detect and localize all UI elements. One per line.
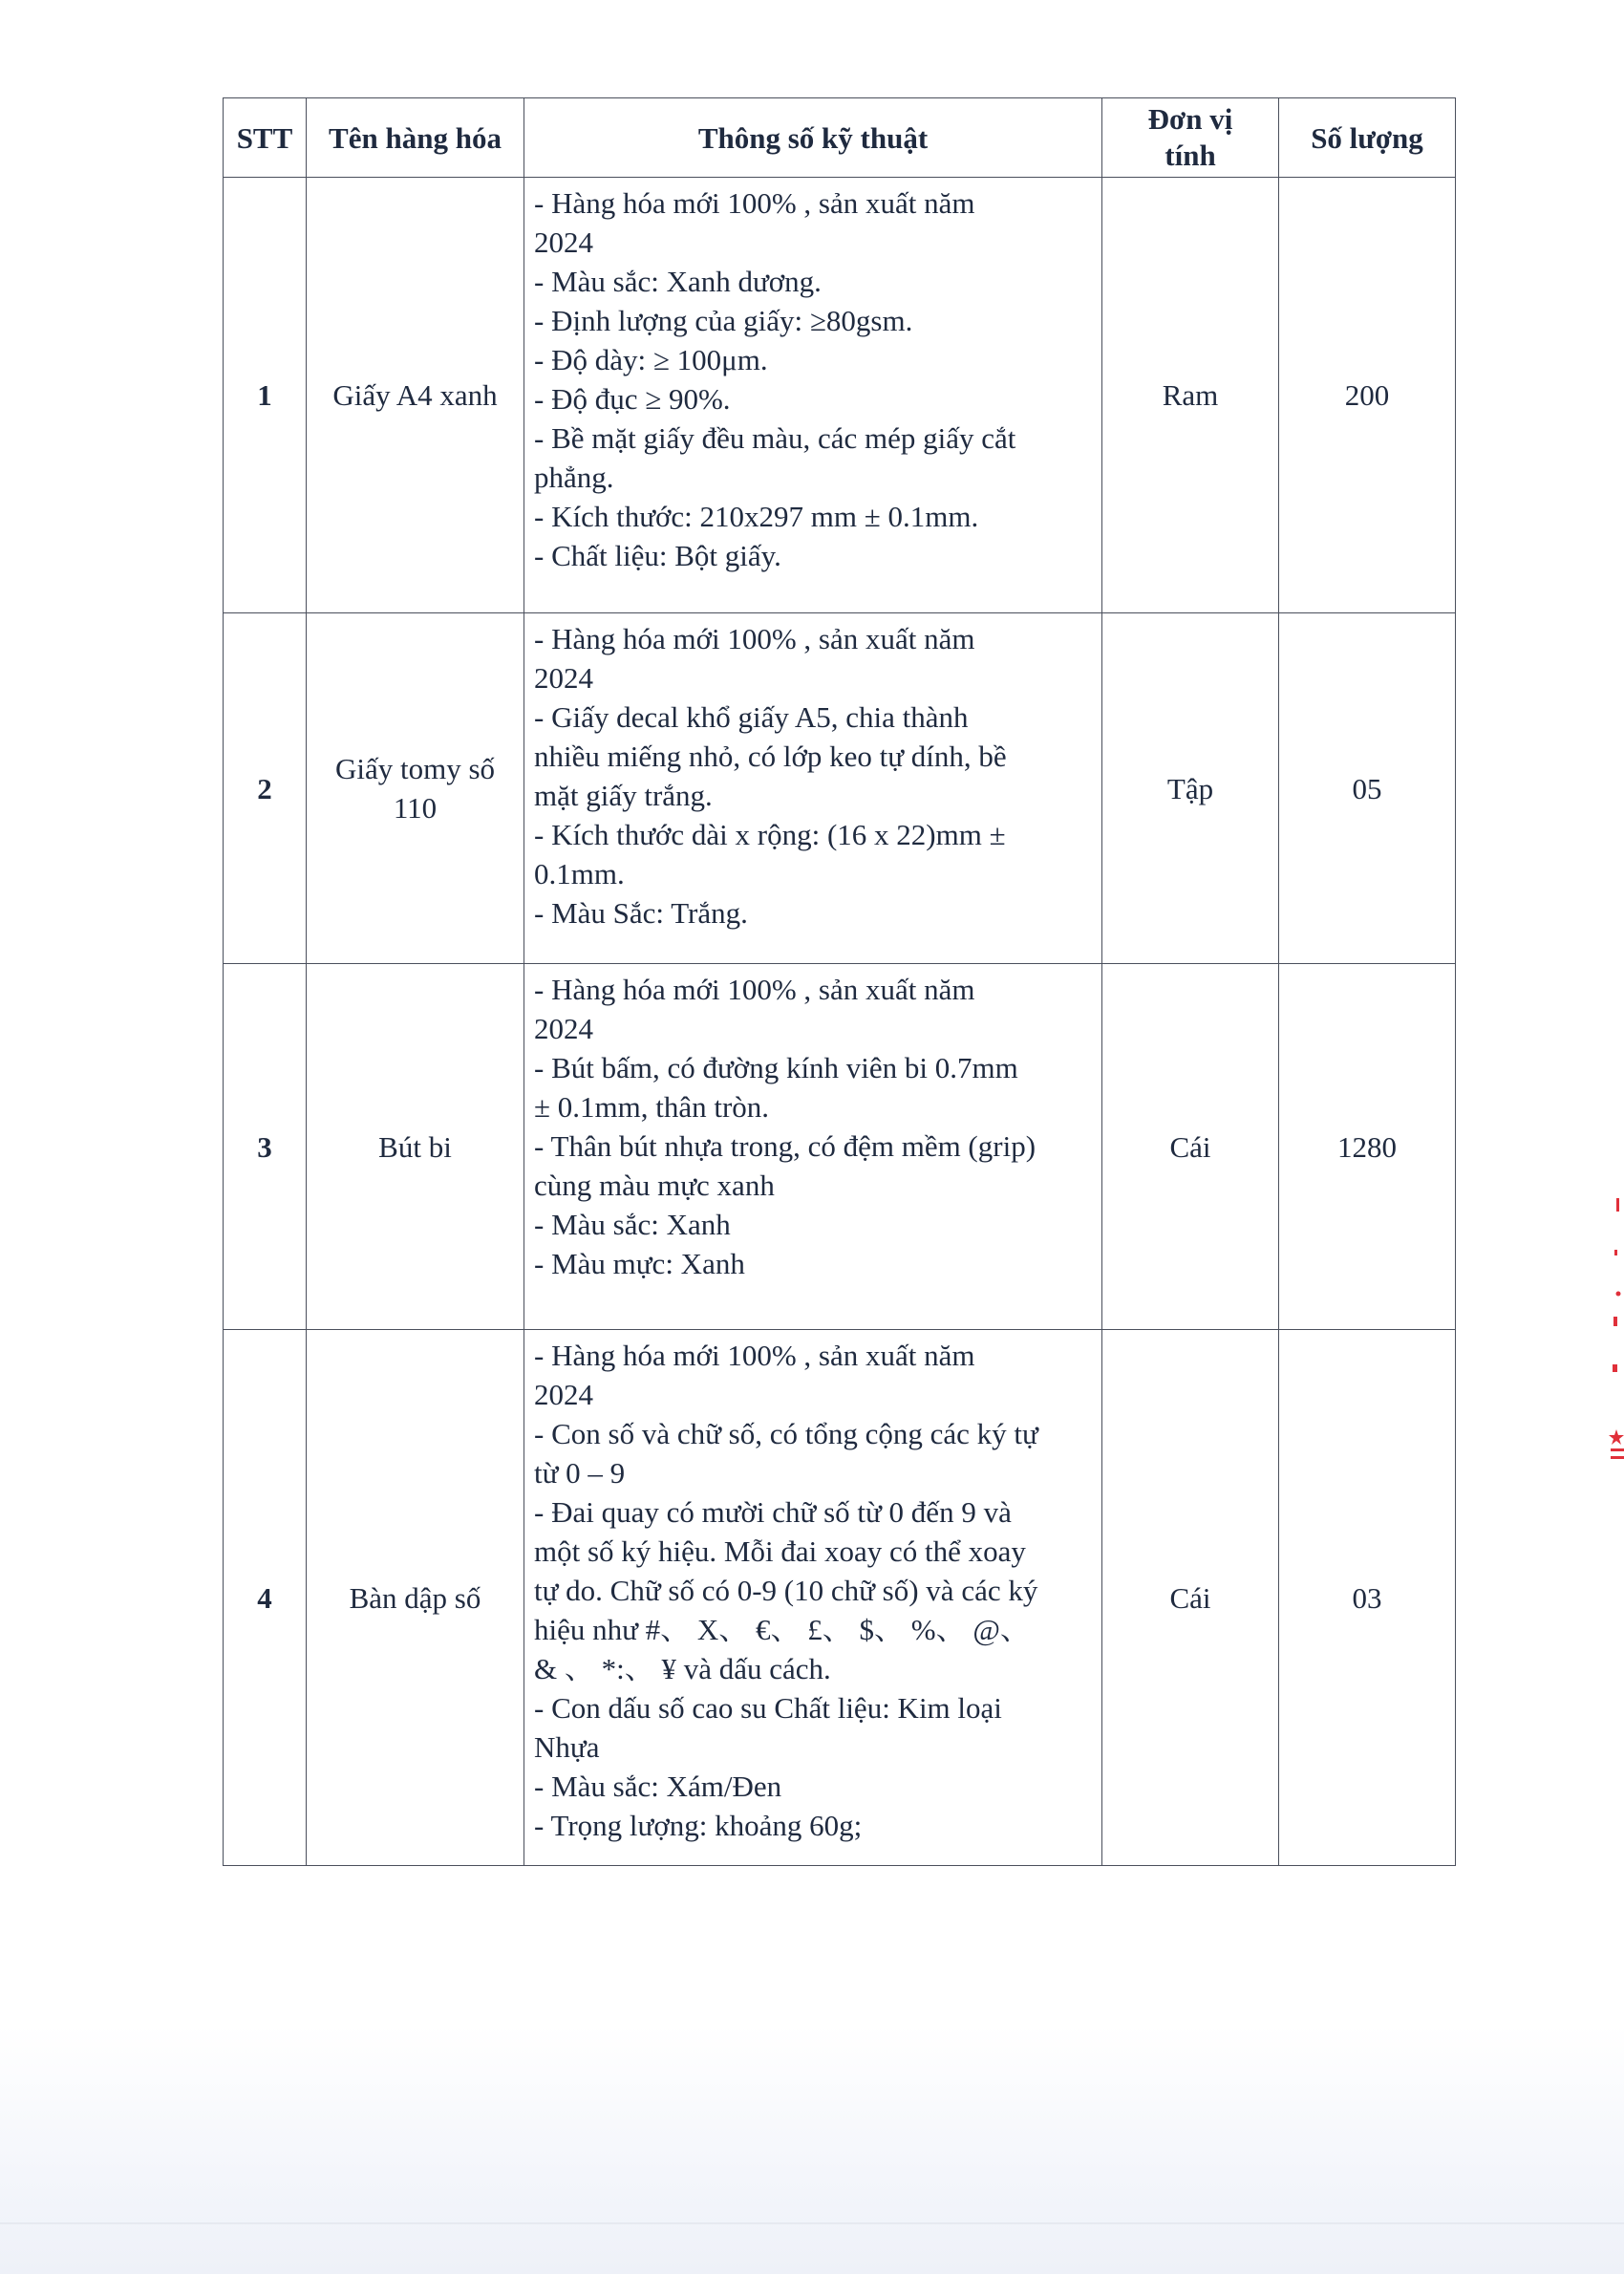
- item-name-line-1: Giấy tomy số: [334, 752, 496, 785]
- spec-line: 2024: [534, 225, 593, 259]
- spec-line: - Màu Sắc: Trắng.: [534, 896, 748, 930]
- table-row: [224, 1330, 1456, 1866]
- spec-line: - Hàng hóa mới 100% , sản xuất năm: [534, 973, 975, 1006]
- row-spec: [524, 964, 1102, 1330]
- table-row: [224, 613, 1456, 964]
- spec-line: 2024: [534, 1012, 593, 1045]
- row-unit: Ram: [1102, 178, 1279, 613]
- spec-line: & 、 *:、 ¥ và dấu cách.: [534, 1652, 831, 1685]
- goods-spec-table: [223, 97, 1456, 1866]
- spec-line: nhiều miếng nhỏ, có lớp keo tự dính, bề: [534, 740, 1007, 773]
- stamp-edge-mark: [1605, 1194, 1624, 1481]
- spec-line: từ 0 – 9: [534, 1456, 626, 1490]
- spec-line: - Hàng hóa mới 100% , sản xuất năm: [534, 1339, 975, 1372]
- row-quantity: 200: [1279, 178, 1456, 613]
- spec-line: - Trọng lượng: khoảng 60g;: [534, 1809, 863, 1842]
- row-unit: Cái: [1102, 964, 1279, 1330]
- spec-line: - Con dấu số cao su Chất liệu: Kim loại: [534, 1691, 1002, 1725]
- spec-line: mặt giấy trắng.: [534, 779, 713, 812]
- row-item-name: Bàn dập số: [307, 1330, 524, 1866]
- spec-line: - Bề mặt giấy đều màu, các mép giấy cắt: [534, 421, 1016, 455]
- spec-line: một số ký hiệu. Mỗi đai xoay có thể xoay: [534, 1534, 1026, 1568]
- row-spec: [524, 613, 1102, 964]
- row-quantity: 1280: [1279, 964, 1456, 1330]
- spec-line: - Màu sắc: Xám/Đen: [534, 1770, 782, 1803]
- spec-line: - Màu sắc: Xanh dương.: [534, 265, 822, 298]
- row-stt: 1: [224, 178, 307, 613]
- row-unit: Cái: [1102, 1330, 1279, 1866]
- spec-line: - Kích thước dài x rộng: (16 x 22)mm ±: [534, 818, 1006, 851]
- row-item-name: Giấy A4 xanh: [307, 178, 524, 613]
- spec-line: Nhựa: [534, 1730, 600, 1764]
- spec-line: hiệu như #、 X、 €、 £、 $、 %、 @、: [534, 1613, 1030, 1646]
- spec-line: - Độ dày: ≥ 100μm.: [534, 343, 768, 376]
- row-stt: 3: [224, 964, 307, 1330]
- row-item-name: [307, 613, 524, 964]
- row-spec: [524, 1330, 1102, 1866]
- spec-line: - Con số và chữ số, có tổng cộng các ký tự: [534, 1417, 1038, 1450]
- table-row: [224, 964, 1456, 1330]
- spec-line: phẳng.: [534, 461, 614, 494]
- row-unit: Tập: [1102, 613, 1279, 964]
- spec-line: - Hàng hóa mới 100% , sản xuất năm: [534, 622, 975, 655]
- spec-line: 2024: [534, 1378, 593, 1411]
- header-stt: STT: [224, 98, 307, 178]
- spec-line: - Thân bút nhựa trong, có đệm mềm (grip): [534, 1129, 1036, 1163]
- header-unit-line-1: Đơn vị: [1147, 102, 1233, 136]
- header-spec: Thông số kỹ thuật: [524, 98, 1102, 178]
- row-spec: [524, 178, 1102, 613]
- spec-line: 0.1mm.: [534, 857, 625, 890]
- spec-line: - Chất liệu: Bột giấy.: [534, 539, 781, 572]
- row-stt: 4: [224, 1330, 307, 1866]
- spec-line: cùng màu mực xanh: [534, 1169, 775, 1202]
- spec-line: ± 0.1mm, thân tròn.: [534, 1090, 770, 1124]
- spec-line: - Màu mực: Xanh: [534, 1247, 745, 1280]
- header-unit: [1102, 98, 1279, 178]
- spec-line: - Kích thước: 210x297 mm ± 0.1mm.: [534, 500, 979, 533]
- spec-line: - Định lượng của giấy: ≥80gsm.: [534, 304, 913, 337]
- spec-line: - Màu sắc: Xanh: [534, 1208, 731, 1241]
- row-quantity: 05: [1279, 613, 1456, 964]
- table-row: [224, 178, 1456, 613]
- spec-line: - Giấy decal khổ giấy A5, chia thành: [534, 700, 969, 734]
- row-item-name: Bút bi: [307, 964, 524, 1330]
- header-name: Tên hàng hóa: [307, 98, 524, 178]
- header-quantity: Số lượng: [1279, 98, 1456, 178]
- header-unit-line-2: tính: [1165, 139, 1216, 172]
- row-stt: 2: [224, 613, 307, 964]
- spec-line: tự do. Chữ số có 0-9 (10 chữ số) và các ký: [534, 1574, 1038, 1607]
- table-header-row: [224, 98, 1456, 178]
- scan-shadow: [0, 2026, 1624, 2274]
- spec-line: - Đai quay có mười chữ số từ 0 đến 9 và: [534, 1495, 1012, 1529]
- spec-line: - Độ đục ≥ 90%.: [534, 382, 731, 416]
- spec-line: - Bút bấm, có đường kính viên bi 0.7mm: [534, 1051, 1018, 1084]
- spec-line: 2024: [534, 661, 593, 695]
- row-quantity: 03: [1279, 1330, 1456, 1866]
- spec-line: - Hàng hóa mới 100% , sản xuất năm: [534, 186, 975, 220]
- item-name-line-2: 110: [393, 791, 438, 825]
- page-edge-line: [0, 2222, 1624, 2224]
